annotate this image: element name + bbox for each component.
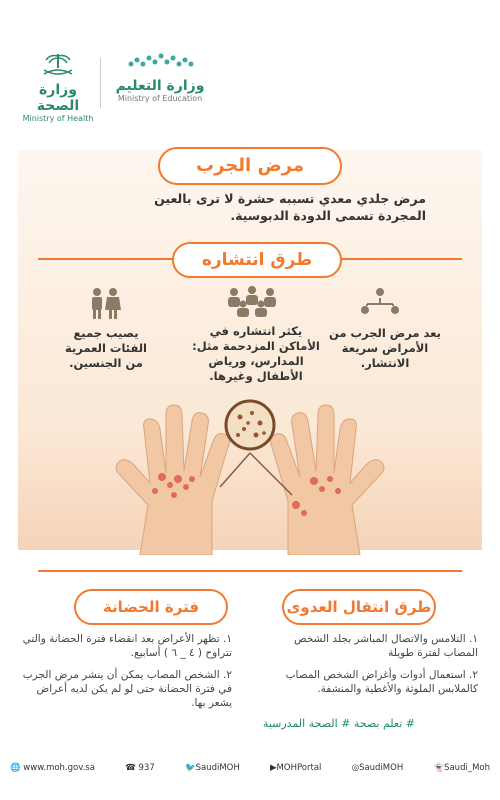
moe-dots-icon xyxy=(125,48,195,74)
moh-name-en: Ministry of Health xyxy=(22,114,94,123)
transmission-item-2: ٢. استعمال أدوات وأغراض الشخص المصاب كالملابس الملوثة والأغطية والمنشفة. xyxy=(285,669,478,695)
moh-name-ar: وزارة الصحة xyxy=(36,82,80,114)
hashtag: # تعلم بصحة # الصحة المدرسية xyxy=(262,717,415,730)
spread-item-2: يكثر انتشاره في الأماكن المزدحمة مثل: المدارس، ورياض الأطفال وغيرها. xyxy=(192,324,320,383)
people-icon xyxy=(85,286,125,324)
logo-divider xyxy=(100,58,101,108)
snapchat-link[interactable]: 👻Saudi_Moh xyxy=(433,763,490,773)
youtube-icon: ▶ xyxy=(270,763,277,773)
phone-icon: ☎ xyxy=(125,763,136,773)
spread-title: طرق انتشاره xyxy=(172,242,342,278)
disease-title: مرض الجرب xyxy=(158,147,342,185)
moe-name-ar: وزارة التعليم xyxy=(115,78,205,94)
disease-description: مرض جلدي معدي تسببه حشرة لا ترى بالعين المجردة تسمى الدودة الدبوسية. xyxy=(154,191,426,223)
phone-link[interactable]: ☎ 937 xyxy=(125,763,155,773)
moh-logo xyxy=(22,52,94,123)
palm-swords-icon xyxy=(38,52,78,78)
incubation-item-2: ٢. الشخص المصاب يمكن أن ينشر مرض الجرب في فترة الحضانة حتى لو لم يكن لديه أعراض يشعر بها. xyxy=(22,669,232,709)
twitter-link[interactable]: 🐦SaudiMOH xyxy=(184,763,240,773)
transmission-item-1: ١. التلامس والاتصال المباشر بجلد الشخص المصاب لفترة طويلة xyxy=(293,633,478,659)
footer xyxy=(10,763,490,773)
spread-item-1: يعد مرض الجرب من الأمراض سريعة الانتشار. xyxy=(329,326,441,370)
transmission-title: طرق انتقال العدوى xyxy=(282,589,436,625)
website-link[interactable]: 🌐 www.moh.gov.sa xyxy=(10,763,95,773)
globe-icon: 🌐 xyxy=(10,763,21,773)
youtube-link[interactable]: ▶MOHPortal xyxy=(270,763,322,773)
bottom-section-divider xyxy=(38,570,462,572)
hands-illustration xyxy=(100,395,400,559)
snapchat-icon: 👻 xyxy=(433,763,445,773)
network-icon xyxy=(355,286,405,324)
spread-item-3: يصيب جميع الفئات العمرية من الجنسين. xyxy=(64,326,148,370)
moe-logo xyxy=(110,48,210,103)
incubation-title: فترة الحضانة xyxy=(74,589,228,625)
crowd-icon xyxy=(222,284,282,322)
instagram-link[interactable]: ◎SaudiMOH xyxy=(351,763,404,773)
moe-name-en: Ministry of Education xyxy=(117,94,203,103)
instagram-icon: ◎ xyxy=(351,763,360,773)
twitter-icon: 🐦 xyxy=(184,763,196,773)
incubation-item-1: ١. تظهر الأعراض بعد انقضاء فترة الحضانة والتي تتراوح ( ٤ _ ٦ ) أسابيع. xyxy=(22,633,232,659)
